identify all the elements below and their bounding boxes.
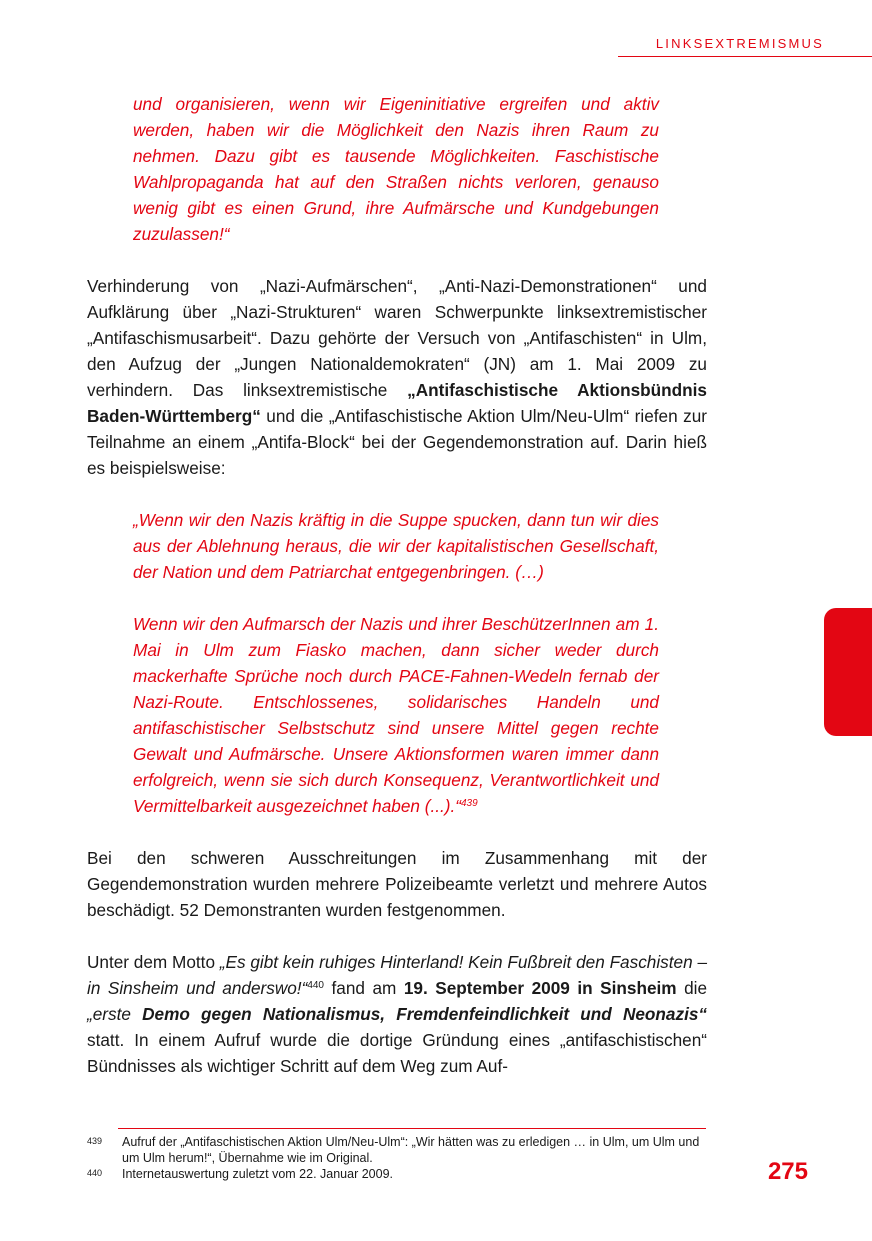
- body-paragraph-antifa: [87, 273, 707, 481]
- organization-name: „Antifaschistische Aktionsbündnis Baden-Württemberg“: [87, 380, 707, 426]
- quote-paragraph-1: „Wenn wir den Nazis kräftig in die Suppe spucken, dann tun wir dies aus der Ablehnung heraus, die wir der kapitalistischen Gesellschaft, der Nation und dem Patriarchat entgegenbringen. (…): [133, 510, 659, 582]
- text-run: Verhinderung von „Nazi-Aufmärschen“, „Anti-Nazi-Demonstrationen“ und Aufklärung über „Nazi-Strukturen“ waren Schwerpunkte linksextremistischer „Antifaschismusarbeit“. Dazu gehörte der Versuch von „Antifaschisten“ in Ulm, den Aufzug der „Jungen Nationaldemokraten“ (JN) am 1. Mai 2009 zu verhindern. Das linksextremistische: [87, 276, 707, 400]
- footnote-440: [87, 1166, 707, 1182]
- text-run: statt. In einem Aufruf wurde die dortige Gründung eines „antifaschistischen“ Bündnisses als wichtiger Schritt auf dem Weg zum Auf-: [87, 1030, 707, 1076]
- footnote-number: 439: [87, 1136, 103, 1146]
- footnote-rule: [118, 1128, 706, 1129]
- body-paragraph-sinsheim: [87, 949, 707, 1079]
- event-title: Demo gegen Nationalismus, Fremdenfeindlichkeit und Neonazis“: [142, 1004, 707, 1024]
- chapter-tab: [824, 608, 872, 736]
- page-body: [87, 91, 707, 1079]
- text-run: fand am: [324, 978, 404, 998]
- text-run: Wenn wir den Aufmarsch der Nazis und ihrer BeschützerInnen am 1. Mai in Ulm zum Fiasko machen, dann sicher weder durch mackerhafte Sprüche noch durch PACE-Fahnen-Wedeln fernab der Nazi-Route. Entschlossenes, solidarisches Handeln und antifaschistischer Selbstschutz sind unsere Mittel gegen rechte Gewalt und Aufmärsche. Unsere Aktionsformen waren immer dann erfolgreich, wenn sie sich durch Konsequenz, Verantwortlichkeit und Vermittelbarkeit ausgezeichnet haben (...).“: [133, 614, 659, 816]
- footnote-text: Aufruf der „Antifaschistischen Aktion Ulm/Neu-Ulm“: „Wir hätten was zu erledigen … in Ulm, um Ulm und um Ulm herum!“, Übernahme wie im Original.: [122, 1135, 700, 1165]
- footnote-text: Internetauswertung zuletzt vom 22. Januar 2009.: [122, 1167, 393, 1181]
- running-header: LINKSEXTREMISMUS: [655, 36, 824, 51]
- footnote-ref-439[interactable]: 439: [461, 798, 478, 809]
- footnote-number: 440: [87, 1168, 103, 1178]
- body-paragraph-riots: Bei den schweren Ausschreitungen im Zusammenhang mit der Gegendemonstration wurden mehrere Polizeibeamte verletzt und mehrere Autos beschädigt. 52 Demonstranten wurden festgenommen.: [87, 848, 707, 920]
- event-date: 19. September 2009 in Sinsheim: [403, 978, 677, 998]
- quote-continuation: und organisieren, wenn wir Eigeninitiative ergreifen und aktiv werden, haben wir die Möglichkeit den Nazis ihren Raum zu nehmen. Dazu gibt es tausende Möglichkeiten. Faschistische Wahlpropaganda hat auf den Straßen nichts verloren, genauso wenig gibt es einen Grund, ihre Aufmärsche und Kundgebungen zuzulassen!“: [133, 94, 659, 244]
- text-run: Unter dem Motto: [87, 952, 220, 972]
- header-rule: [618, 56, 872, 57]
- quote-paragraph-2: [87, 611, 707, 819]
- text-run: die: [676, 978, 708, 998]
- motto-quote: „Es gibt kein ruhiges Hinterland! Kein Fußbreit den Faschisten – in Sinsheim und anderswo!“: [87, 952, 708, 998]
- page-number: 275: [767, 1158, 808, 1185]
- footnote-ref-440[interactable]: 440: [307, 980, 324, 991]
- event-title-prefix: „erste: [87, 1004, 143, 1024]
- text-run: und die „Antifaschistische Aktion Ulm/Neu-Ulm“ riefen zur Teilnahme an einem „Antifa-Block“ bei der Gegendemonstration auf. Darin hieß es beispielsweise:: [87, 406, 707, 478]
- footnote-439: [87, 1134, 707, 1166]
- footnotes: [87, 1134, 707, 1182]
